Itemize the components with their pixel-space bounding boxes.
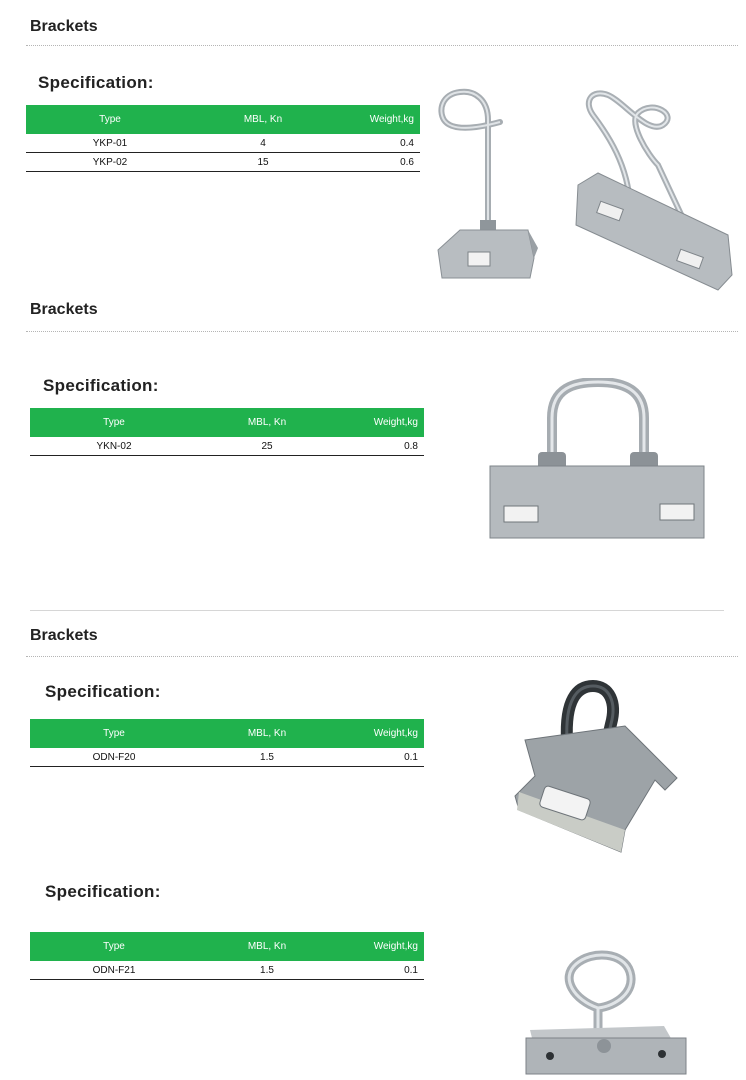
section-title: Brackets [30,301,98,318]
header-mbl: MBL, Kn [194,105,332,134]
header-weight: Weight,kg [336,932,424,961]
bracket-odn-f20-image [505,680,685,858]
section-divider [30,610,724,611]
header-mbl: MBL, Kn [198,932,336,961]
cell-mbl: 4 [194,134,332,153]
dotted-divider [26,331,738,332]
cell-mbl: 15 [194,153,332,172]
table-row [26,153,420,172]
dotted-divider [26,45,738,46]
cell-type: ODN-F20 [30,748,198,767]
header-mbl: MBL, Kn [198,408,336,437]
table-row [30,961,424,980]
spec-title: Specification: [45,682,161,701]
table-header-row [30,719,424,748]
header-weight: Weight,kg [332,105,420,134]
table-row [30,437,424,456]
cell-type: ODN-F21 [30,961,198,980]
spec-table [26,105,420,172]
cell-mbl: 1.5 [198,961,336,980]
cell-weight: 0.8 [336,437,424,456]
header-mbl: MBL, Kn [198,719,336,748]
cell-mbl: 1.5 [198,748,336,767]
bracket-odn-f21-image [520,948,692,1078]
cell-type: YKP-02 [26,153,194,172]
dotted-divider [26,656,738,657]
header-type: Type [30,408,198,437]
header-type: Type [30,719,198,748]
header-weight: Weight,kg [336,408,424,437]
cell-mbl: 25 [198,437,336,456]
spec-title: Specification: [45,882,161,901]
header-type: Type [30,932,198,961]
bracket-ykp-02-image [568,85,740,300]
cell-weight: 0.1 [336,961,424,980]
section-title: Brackets [30,18,98,35]
section-title: Brackets [30,627,98,644]
header-type: Type [26,105,194,134]
bracket-ykp-01-image [430,80,550,285]
spec-title: Specification: [43,376,159,395]
cell-weight: 0.4 [332,134,420,153]
spec-table [30,719,424,767]
table-header-row [30,408,424,437]
cell-weight: 0.6 [332,153,420,172]
header-weight: Weight,kg [336,719,424,748]
cell-weight: 0.1 [336,748,424,767]
table-row [26,134,420,153]
spec-title: Specification: [38,73,154,92]
cell-type: YKP-01 [26,134,194,153]
spec-table [30,408,424,456]
bracket-ykn-02-image [486,378,708,543]
spec-table [30,932,424,980]
table-row [30,748,424,767]
table-header-row [30,932,424,961]
table-header-row [26,105,420,134]
cell-type: YKN-02 [30,437,198,456]
